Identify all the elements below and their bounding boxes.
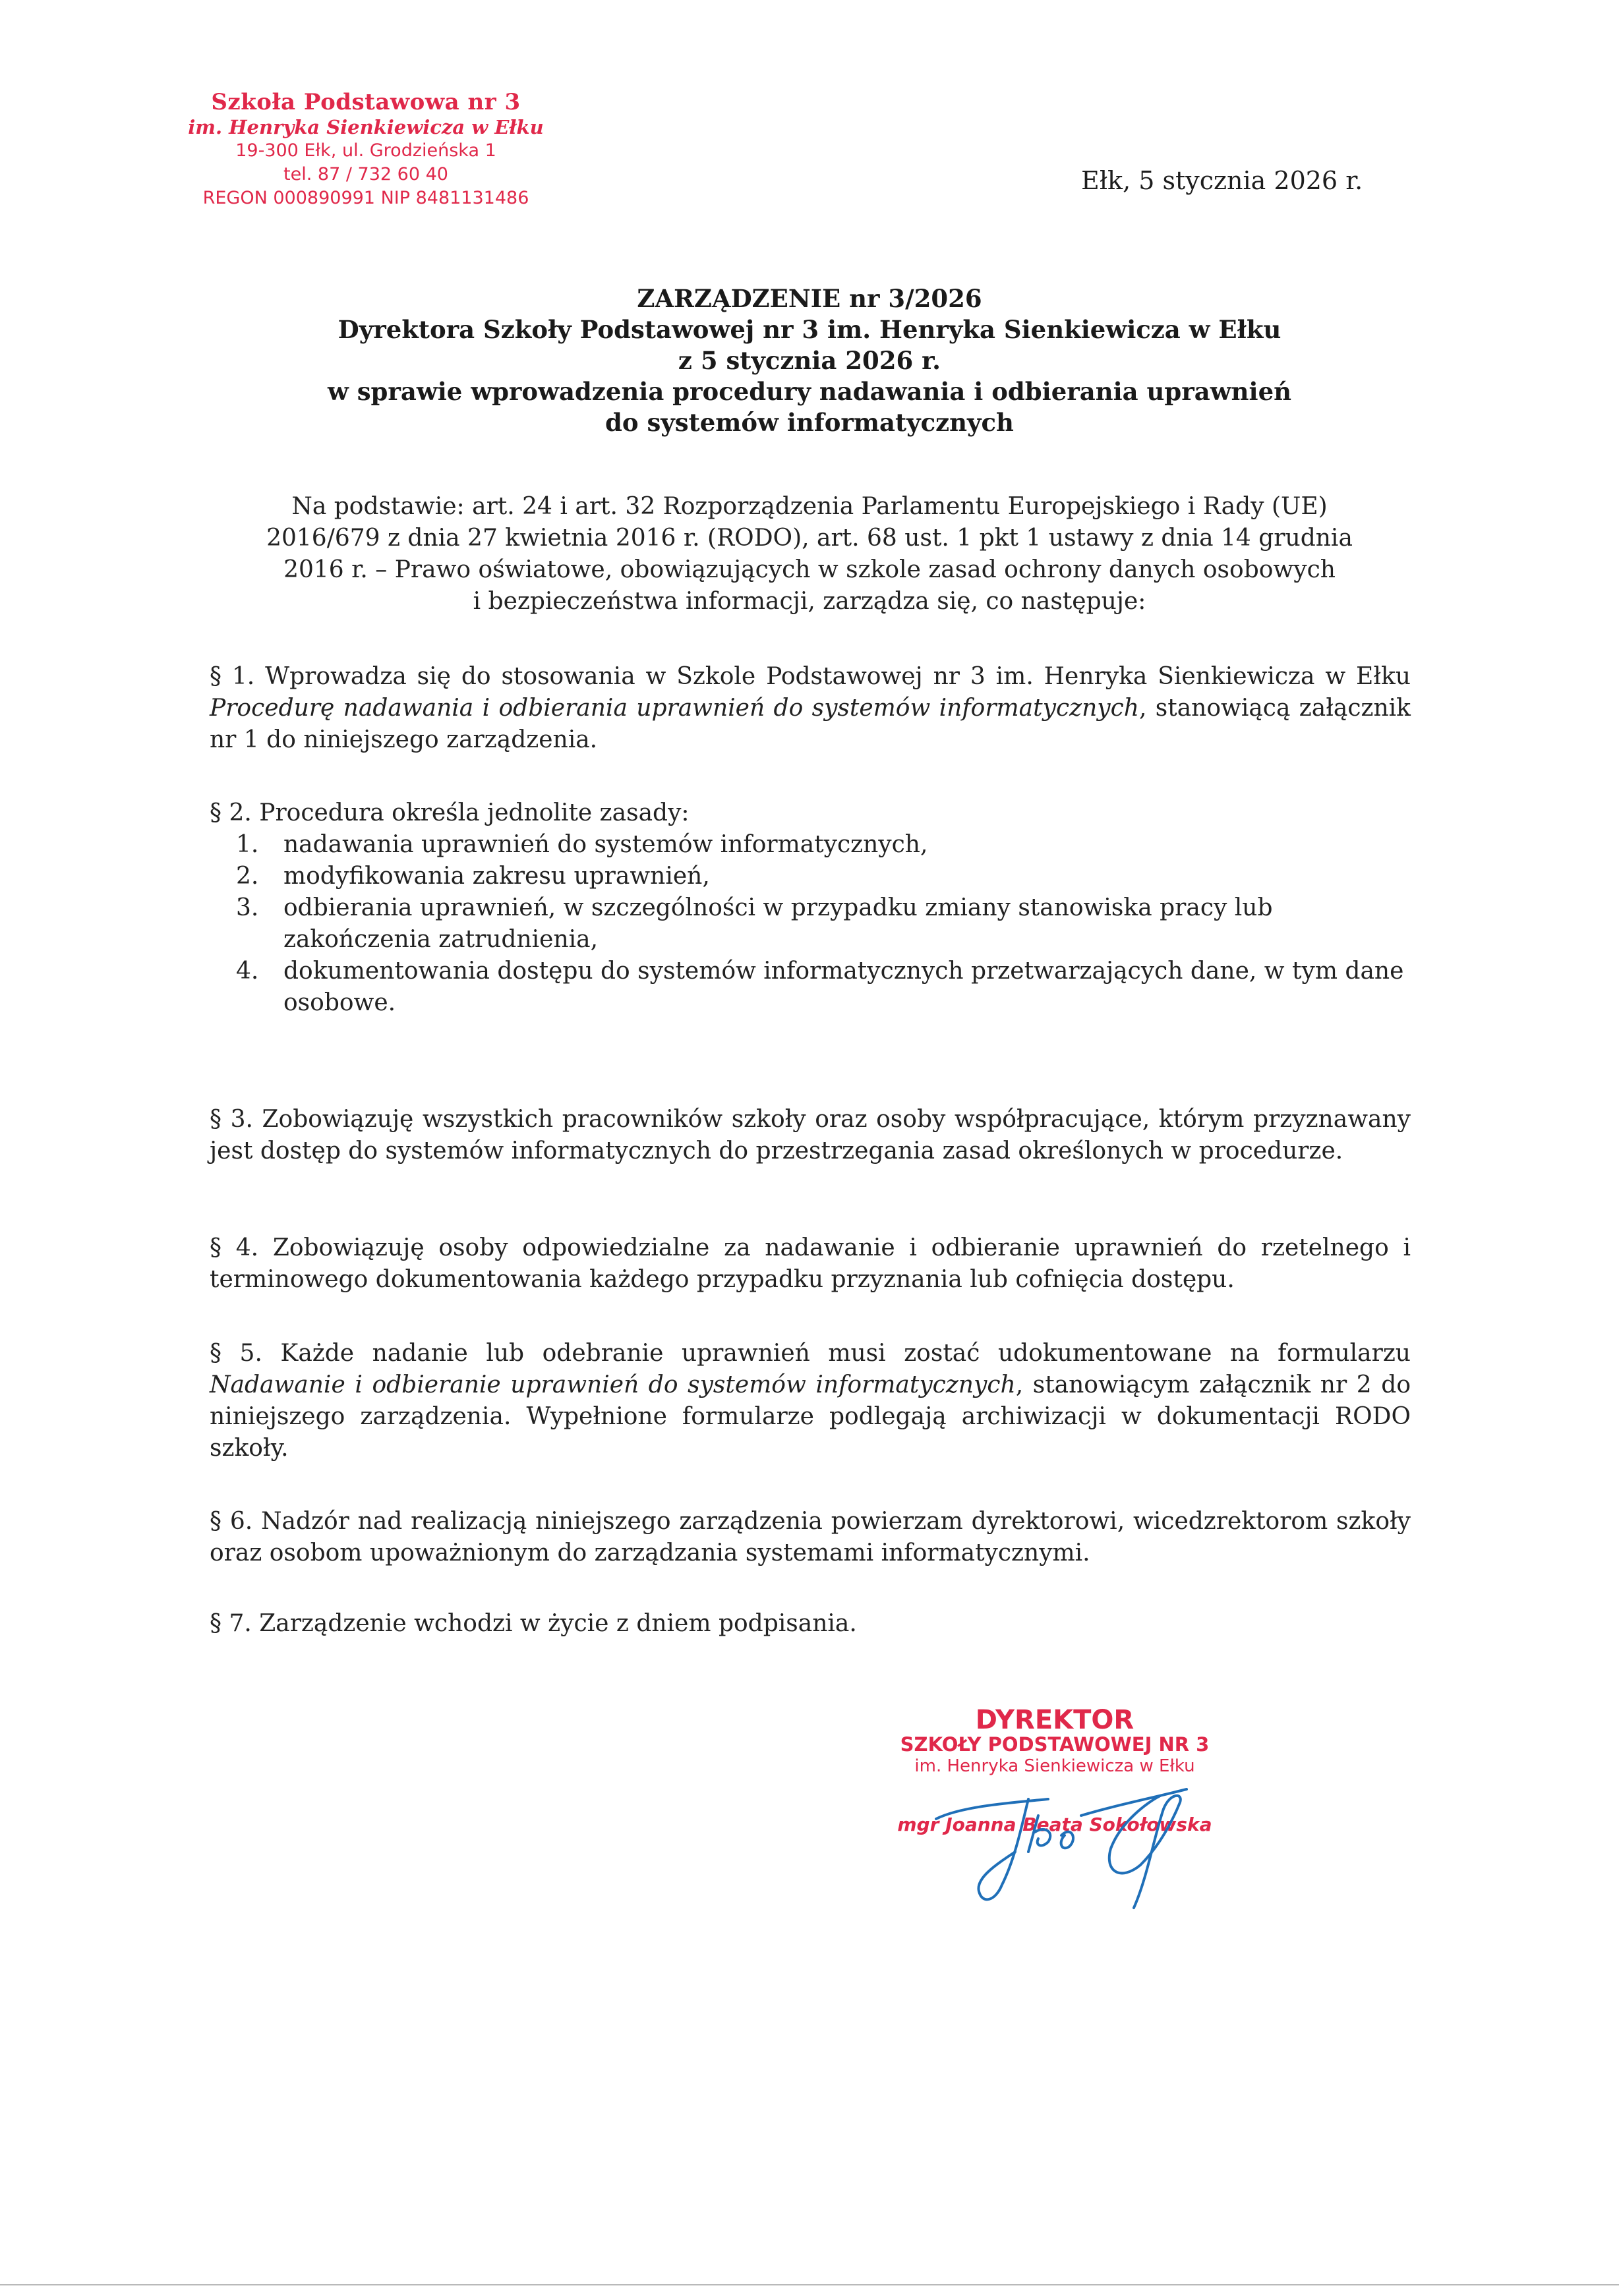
section-3-text: § 3. Zobowiązuję wszystkich pracowników szkoły oraz osoby współpracujące, którym przyznawany jest dostęp do systemów informatycznych do przestrzegania zasad określonych w procedurze. — [210, 1106, 1411, 1164]
list-item-number: 2. — [236, 863, 259, 890]
list-item-text: modyfikowania zakresu uprawnień, — [283, 863, 710, 890]
section-5-text-end: , stanowiącym załącznik nr 2 do niniejszego zarządzenia. Wypełnione formularze podlegają archiwizacji w dokumentacji RODO szkoły. — [210, 1371, 1411, 1462]
school-header-stamp — [168, 89, 564, 210]
section-5 — [210, 1338, 1411, 1464]
section-5-text: § 5. Każde nadanie lub odebranie uprawnień musi zostać udokumentowane na formularzu — [210, 1340, 1411, 1367]
section-1-text: § 1. Wprowadza się do stosowania w Szkole Podstawowej nr 3 im. Henryka Sienkiewicza w Ełku — [210, 663, 1411, 690]
list-item — [210, 829, 1411, 861]
stamp-address: 19-300 Ełk, ul. Grodzieńska 1 — [235, 140, 496, 161]
list-item — [210, 861, 1411, 892]
document-title — [198, 283, 1421, 438]
stamp-school-name: Szkoła Podstawowa nr 3 — [211, 89, 521, 115]
section-6-text: § 6. Nadzór nad realizacją niniejszego zarządzenia powierzam dyrektorowi, wicedzrektorom szkoły oraz osobom upoważnionym do zarządzania systemami informatycznymi. — [210, 1508, 1411, 1566]
title-line-issuer: Dyrektora Szkoły Podstawowej nr 3 im. Henryka Sienkiewicza w Ełku — [338, 315, 1281, 344]
document-date: Ełk, 5 stycznia 2026 r. — [1081, 166, 1363, 195]
section-1-procedure-title: Procedurę nadawania i odbierania uprawnień do systemów informatycznych — [210, 695, 1139, 722]
list-item-number: 4. — [236, 958, 259, 985]
legal-basis-line: 2016 r. – Prawo oświatowe, obowiązujących w szkole zasad ochrony danych osobowych — [283, 556, 1336, 583]
section-4 — [210, 1232, 1411, 1296]
section-1-text-end: , stanowiącą załącznik nr 1 do niniejszego zarządzenia. — [210, 695, 1411, 753]
list-item-text: nadawania uprawnień do systemów informatycznych, — [283, 831, 928, 858]
list-item-number: 1. — [236, 831, 259, 858]
section-2-intro: § 2. Procedura określa jednolite zasady: — [210, 799, 690, 826]
section-6 — [210, 1506, 1411, 1569]
section-3 — [210, 1104, 1411, 1167]
director-stamp-title: DYREKTOR — [975, 1705, 1134, 1735]
section-2-list — [210, 829, 1411, 1019]
title-line-subject: w sprawie wprowadzenia procedury nadawania i odbierania uprawnień — [327, 377, 1292, 406]
legal-basis — [198, 491, 1421, 617]
director-stamp-patron: im. Henryka Sienkiewicza w Ełku — [914, 1756, 1195, 1776]
director-stamp-school: SZKOŁY PODSTAWOWEJ NR 3 — [900, 1733, 1210, 1756]
section-1 — [210, 661, 1411, 756]
legal-basis-line: Na podstawie: art. 24 i art. 32 Rozporządzenia Parlamentu Europejskiego i Rady (UE) — [291, 493, 1328, 520]
legal-basis-line: i bezpieczeństwa informacji, zarządza się, co następuje: — [473, 588, 1146, 615]
section-5-form-title: Nadawanie i odbieranie uprawnień do systemów informatycznych — [210, 1371, 1016, 1398]
list-item — [210, 956, 1411, 1019]
stamp-patron: im. Henryka Sienkiewicza w Ełku — [188, 116, 544, 138]
legal-basis-line: 2016/679 z dnia 27 kwietnia 2016 r. (RODO), art. 68 ust. 1 pkt 1 ustawy z dnia 14 grudnia — [266, 525, 1353, 552]
list-item-number: 3. — [236, 894, 259, 921]
title-line-date: z 5 stycznia 2026 r. — [678, 346, 941, 375]
list-item — [210, 892, 1411, 956]
page-edge-divider — [0, 2284, 1619, 2285]
director-stamp-name: mgr Joanna Beata Sokołowska — [897, 1814, 1212, 1835]
title-line-subject-cont: do systemów informatycznych — [605, 408, 1014, 437]
section-7 — [210, 1608, 1411, 1640]
section-4-text: § 4. Zobowiązuję osoby odpowiedzialne za nadawanie i odbieranie uprawnień do rzetelnego i terminowego dokumentowania każdego przypadku przyznania lub cofnięcia dostępu. — [210, 1234, 1411, 1293]
handwritten-signature-icon — [923, 1786, 1220, 1911]
stamp-phone: tel. 87 / 732 60 40 — [283, 164, 448, 185]
list-item-text: odbierania uprawnień, w szczególności w przypadku zmiany stanowiska pracy lub zakończenia zatrudnienia, — [283, 894, 1273, 953]
stamp-regon-nip: REGON 000890991 NIP 8481131486 — [202, 188, 529, 208]
section-7-text: § 7. Zarządzenie wchodzi w życie z dniem podpisania. — [210, 1610, 857, 1637]
list-item-text: dokumentowania dostępu do systemów informatycznych przetwarzających dane, w tym dane osobowe. — [283, 958, 1404, 1016]
title-line-ordinance: ZARZĄDZENIE nr 3/2026 — [637, 284, 982, 313]
section-2 — [210, 797, 1411, 1019]
